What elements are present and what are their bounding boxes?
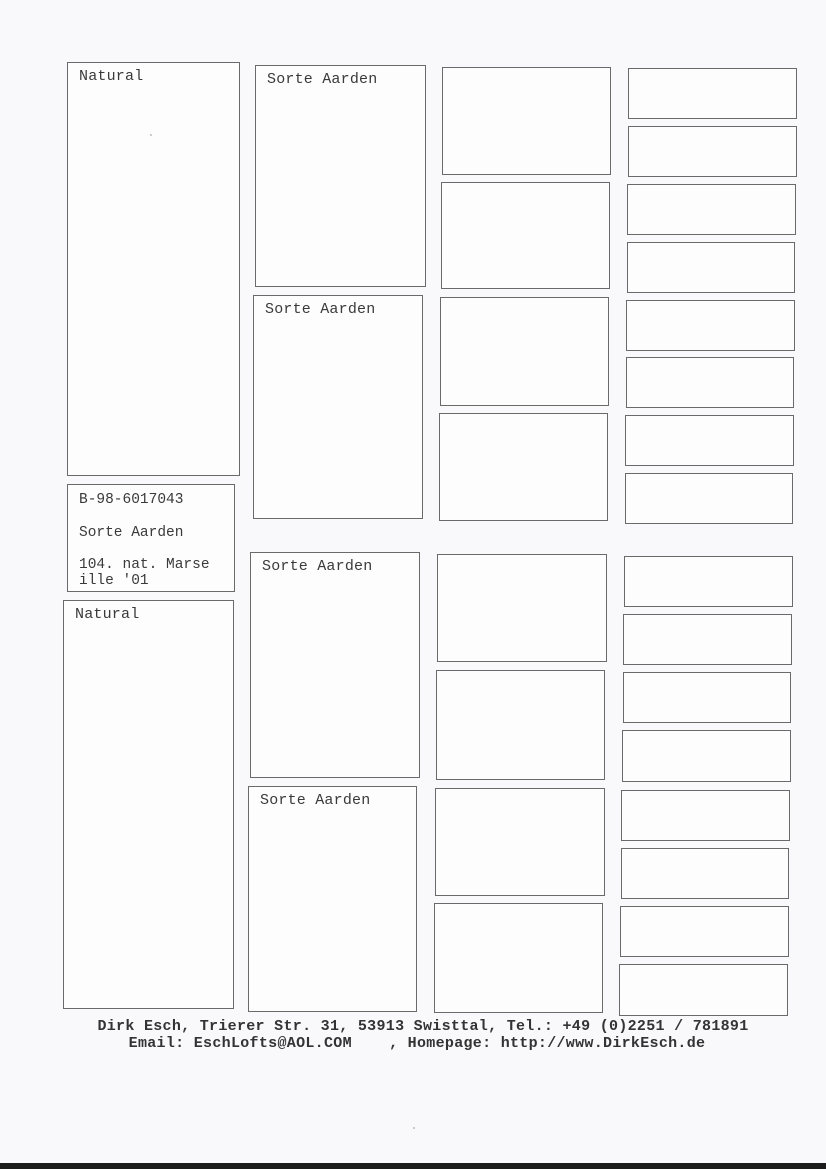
sorte-label-3: Sorte Aarden	[262, 558, 373, 575]
natural-label-bottom: Natural	[75, 606, 140, 623]
photo-frame-medium-8	[434, 903, 603, 1013]
pedigree-line-2: ille '01	[79, 573, 149, 589]
variety-text: Sorte Aarden	[79, 525, 184, 541]
natural-label-top: Natural	[79, 68, 144, 85]
sorte-photo-frame-1	[255, 65, 426, 287]
natural-photo-frame-bottom	[63, 600, 234, 1009]
photo-frame-small-15	[620, 906, 789, 957]
photo-frame-small-12	[622, 730, 791, 782]
natural-photo-frame-top	[67, 62, 240, 476]
photo-frame-small-14	[621, 848, 789, 899]
photo-frame-small-4	[627, 242, 795, 293]
photo-frame-small-13	[621, 790, 790, 841]
photo-frame-small-2	[628, 126, 797, 177]
photo-frame-medium-7	[435, 788, 605, 896]
footer-contact-line: Email: EschLofts@AOL.COM , Homepage: http://www.DirkEsch.de	[128, 1035, 706, 1052]
footer-address-line: Dirk Esch, Trierer Str. 31, 53913 Swisttal, Tel.: +49 (0)2251 / 781891	[97, 1018, 749, 1035]
scan-speck	[413, 1127, 415, 1129]
photo-frame-small-8	[625, 473, 793, 524]
ring-number: B-98-6017043	[79, 492, 184, 508]
photo-frame-small-6	[626, 357, 794, 408]
photo-frame-small-3	[627, 184, 796, 235]
info-card	[67, 484, 235, 592]
scan-speck	[150, 134, 152, 136]
photo-frame-medium-6	[436, 670, 605, 780]
photo-frame-small-1	[628, 68, 797, 119]
sorte-label-2: Sorte Aarden	[265, 301, 376, 318]
photo-frame-medium-4	[439, 413, 608, 521]
photo-frame-small-16	[619, 964, 788, 1016]
photo-frame-small-10	[623, 614, 792, 665]
sorte-label-1: Sorte Aarden	[267, 71, 378, 88]
sorte-photo-frame-3	[250, 552, 420, 778]
scan-bottom-edge	[0, 1163, 826, 1169]
photo-frame-small-5	[626, 300, 795, 351]
photo-frame-small-7	[625, 415, 794, 466]
photo-frame-medium-3	[440, 297, 609, 406]
photo-frame-medium-5	[437, 554, 607, 662]
sorte-label-4: Sorte Aarden	[260, 792, 371, 809]
photo-frame-small-9	[624, 556, 793, 607]
sorte-photo-frame-4	[248, 786, 417, 1012]
pedigree-line-1: 104. nat. Marse	[79, 557, 210, 573]
photo-frame-medium-2	[441, 182, 610, 289]
photo-frame-small-11	[623, 672, 791, 723]
sorte-photo-frame-2	[253, 295, 423, 519]
photo-frame-medium-1	[442, 67, 611, 175]
